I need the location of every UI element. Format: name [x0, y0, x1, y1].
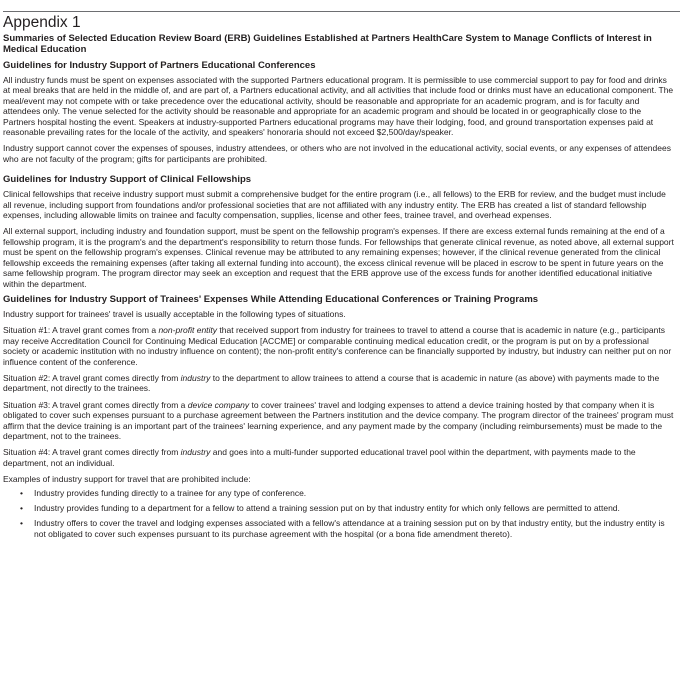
section-heading-trainees: Guidelines for Industry Support of Trainees' Expenses While Attending Educational Conferences or Training Programs — [3, 293, 539, 305]
main-heading: Summaries of Selected Education Review Board (ERB) Guidelines Established at Partners HealthCare System to Manage Conflicts of Interest in Medical Education — [3, 33, 652, 55]
document-content — [3, 14, 675, 544]
paragraph-prohibited-intro: Examples of industry support for travel that are prohibited include: — [3, 474, 251, 485]
bullet-icon: • — [20, 487, 23, 498]
prohibited-examples-list — [3, 488, 675, 540]
situation-3-emphasis: device company — [187, 399, 250, 410]
paragraph-conferences-funds: All industry funds must be spent on expenses associated with the supported Partners educational program. It is permissible to use commercial support to pay for food and drinks at meal breaks that are held in the middle of, and are part of, a Partners educational activity, and all activities that include food or drinks must have an educational component. The meal/event may not compete with or take precedence over the educational activity, should be reasonable and appropriate for an academic program, and is for faculty and attendees only. The venue selected for the activity should be reasonable and appropriate for an academic program and should be located in or geographically close to the Partners hospital hosting the event. Speakers at industry-supported Partners educational programs may have their lodging, food, and ground transportation expenses paid at reasonable prevailing rates for the locale of the activity, and speakers' honoraria should not exceed $2,500/day/speaker. — [3, 75, 674, 138]
paragraph-situation-2: Situation #2: A travel grant comes directly from industry to the department to allow trainees to attend a course that is academic in nature (as above) with payments made to the department, not directly to the trainees. — [3, 372, 660, 394]
top-rule — [3, 11, 680, 12]
appendix-title: Appendix 1 — [3, 14, 81, 31]
section-heading-conferences: Guidelines for Industry Support of Partners Educational Conferences — [3, 60, 316, 71]
paragraph-situation-1: Situation #1: A travel grant comes from a non-profit entity that received support from industry for trainees to travel to attend a course that is academic in nature (e.g., participants may receive Accreditation Council for Continuing Medical Education [ACCME] or comparable continuing medical education credit, or the program is put on by a professional society or academic institution with no industry influence on content); the non-profit entity's conference can be financially supported by industry, but industry can neither put on nor influence content of the conference. — [3, 325, 672, 367]
list-item: • Industry provides funding directly to a trainee for any type of conference. — [20, 487, 307, 498]
paragraph-situation-3: Situation #3: A travel grant comes directly from a device company to cover trainees' travel and lodging expenses to attend a device training hosted by that company when it is obligated to cover such expenses pursuant to a purchase agreement between the Partners institution and the device company. The program director of the trainees' program must affirm that the device training is an important part of the trainees' learning experience, and any payment made by the company (including reimbursements) must be made to the department, not to the trainees. — [3, 399, 674, 441]
paragraph-conferences-restrictions: Industry support cannot cover the expenses of spouses, industry attendees, or others who are not involved in the educational activity, social events, or any expenses of attendees who are not faculty of the program; gifts for participants are prohibited. — [3, 143, 671, 164]
paragraph-fellowships-budget: Clinical fellowships that receive industry support must submit a comprehensive budget for the entire program (i.e., all fellows) to the ERB for review, and the budget must include all revenue, including support from foundations and/or professional societies that are not affiliated with any industry entity. The ERB has created a list of standard fellowship expenses, including allowable limits on trainee and faculty compensation, supplies, license and other fees, trainee travel, and overhead expenses. — [3, 189, 666, 221]
paragraph-fellowships-external-support: All external support, including industry and foundation support, must be spent on the fellowship program's expenses. If there are excess external funds remaining at the end of a fellowship program, it is the program's and the department's responsibility to return those funds. For fellowships that generate clinical revenue, as noted above, all external support must be spent on the fellowship program's expenses. Clinical revenue may be attributed to any remaining expenses; however, if the clinical revenue generated from the clinical fellowship exceeds the remaining expenses (after taking all external funding into account), the excess clinical revenue will be placed in escrow to be spent in future years on the same fellowship program. The program director may seek an exception and request that the ERB approve use of the excess funds for another identified educational initiative within the department. — [3, 226, 674, 289]
bullet-icon: • — [20, 503, 23, 513]
list-item: • Industry provides funding to a department for a fellow to attend a training session put on by that industry entity for which only fellows are permitted to attend. — [20, 503, 620, 513]
paragraph-trainees-intro: Industry support for trainees' travel is usually acceptable in the following types of situations. — [3, 308, 346, 319]
situation-4-emphasis: industry — [180, 447, 211, 458]
situation-2-emphasis: industry — [180, 372, 211, 383]
situation-1-emphasis: non-profit entity — [158, 325, 218, 336]
bullet-icon: • — [20, 518, 23, 529]
list-item: • Industry offers to cover the travel and lodging expenses associated with a fellow's attendance at a training session put on by that industry entity, but the industry entity is not obligated to cover such expenses pursuant to its purchase agreement with the hospital (or a bona fide amendment thereto). — [20, 518, 665, 539]
section-heading-fellowships: Guidelines for Industry Support of Clinical Fellowships — [3, 174, 252, 186]
paragraph-situation-4: Situation #4: A travel grant comes directly from industry and goes into a multi-funder supported educational travel pool within the department, with payments made to the department, not an individual. — [3, 447, 636, 468]
